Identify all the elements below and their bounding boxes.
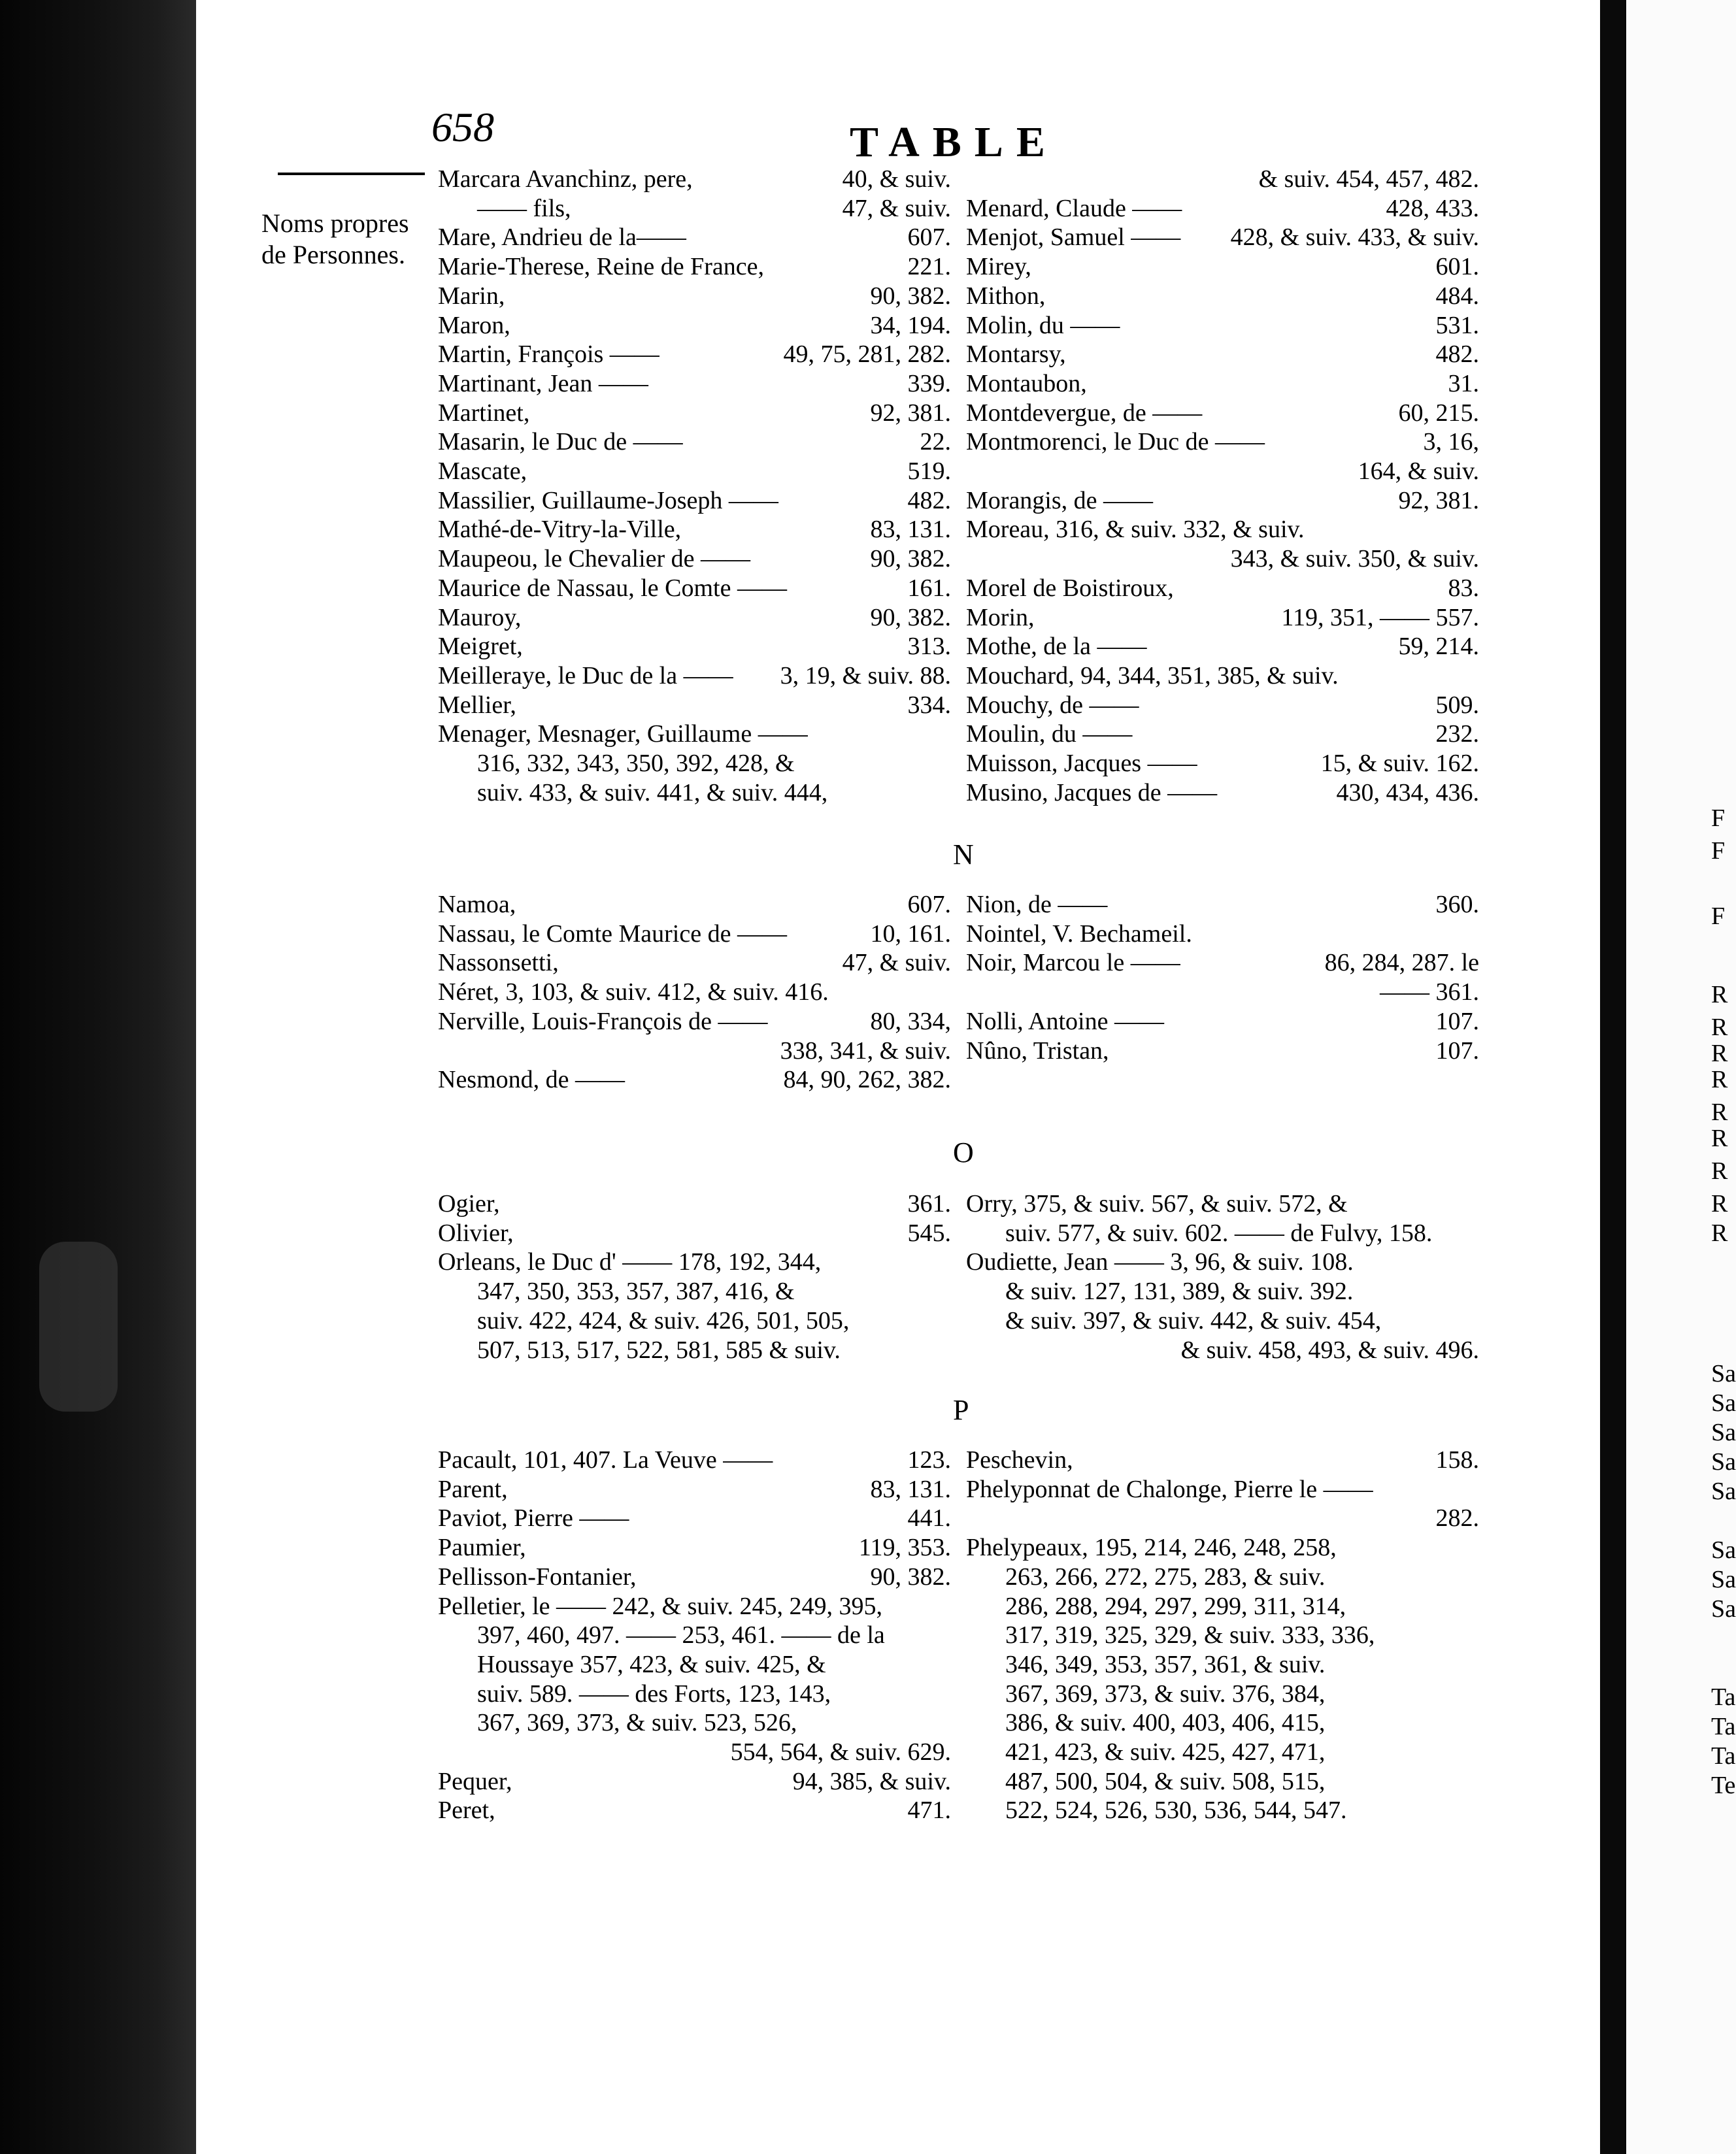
index-entry (438, 1621, 951, 1650)
index-entry (966, 1189, 1479, 1219)
entry-name: Nûno, Tristan, (966, 1036, 1109, 1065)
entry-name: Meilleraye, le Duc de la —— (438, 661, 733, 689)
index-entry (966, 252, 1479, 282)
entry-pages: 428, & suiv. 433, & suiv. (1230, 224, 1479, 252)
index-entry (438, 369, 951, 399)
entry-pages: 471. (907, 1797, 951, 1825)
page-title: TABLE (850, 118, 1058, 166)
index-column (438, 165, 951, 807)
entry-pages: 60, 215. (1398, 399, 1479, 427)
index-column (438, 1446, 951, 1825)
entry-name: Noir, Marcou le —— (966, 949, 1180, 977)
facing-page-letter: R (1711, 1066, 1728, 1093)
facing-page-letter: Ta (1711, 1742, 1736, 1770)
entry-pages: 601. (1435, 253, 1479, 281)
index-column (966, 1446, 1479, 1825)
index-entry (966, 1277, 1479, 1306)
entry-name: Nassau, le Comte Maurice de —— (438, 920, 787, 948)
entry-name: Masarin, le Duc de —— (438, 428, 683, 456)
index-entry (966, 720, 1479, 749)
facing-page-letter: R (1711, 1014, 1728, 1041)
entry-name: suiv. 422, 424, & suiv. 426, 501, 505, (477, 1306, 850, 1334)
index-entry (966, 194, 1479, 224)
entry-pages: 49, 75, 281, 282. (783, 340, 951, 369)
entry-pages: 92, 381. (1398, 486, 1479, 514)
index-entry (438, 1036, 951, 1066)
index-entry (438, 1219, 951, 1248)
entry-name: Mirey, (966, 253, 1031, 281)
index-entry (438, 340, 951, 369)
entry-name: Montarsy, (966, 340, 1066, 369)
index-entry (966, 1533, 1479, 1563)
entry-name: Ogier, (438, 1190, 500, 1218)
entry-name: Mouchy, de —— (966, 691, 1139, 719)
index-entry (438, 1248, 951, 1277)
entry-name: 507, 513, 517, 522, 581, 585 & suiv. (477, 1336, 841, 1364)
entry-pages: 482. (1435, 340, 1479, 369)
entry-pages: 221. (907, 253, 951, 281)
entry-pages: 15, & suiv. 162. (1320, 750, 1479, 778)
index-entry (438, 691, 951, 720)
entry-pages: 531. (1435, 311, 1479, 339)
index-entry (966, 1036, 1479, 1066)
facing-page-letter: Sa (1711, 1419, 1736, 1446)
facing-page-letter: R (1711, 1099, 1728, 1126)
entry-pages: 441. (907, 1504, 951, 1533)
entry-name: Nointel, V. Bechameil. (966, 920, 1192, 948)
index-entry (438, 720, 951, 749)
entry-pages: 84, 90, 262, 382. (783, 1066, 951, 1094)
entry-name: Mare, Andrieu de la—— (438, 224, 686, 252)
entry-pages: 40, & suiv. (842, 165, 951, 193)
facing-page-letter: R (1711, 1157, 1728, 1185)
entry-name: Paviot, Pierre —— (438, 1504, 629, 1533)
entry-pages: 47, & suiv. (842, 949, 951, 977)
facing-page-letter: R (1711, 1125, 1728, 1152)
index-entry (438, 1680, 951, 1709)
entry-name: Mathé-de-Vitry-la-Ville, (438, 516, 682, 544)
entry-name: Meigret, (438, 633, 523, 661)
index-entry (966, 1007, 1479, 1036)
entry-pages: 90, 382. (870, 545, 951, 573)
gutter-stain (39, 1242, 118, 1412)
entry-name: 522, 524, 526, 530, 536, 544, 547. (1005, 1797, 1347, 1825)
index-entry (438, 1563, 951, 1592)
entry-name: Phelyponnat de Chalonge, Pierre le —— (966, 1475, 1373, 1503)
facing-page-letter: R (1711, 1040, 1728, 1067)
entry-name: Morel de Boistiroux, (966, 574, 1174, 602)
entry-name: Marin, (438, 282, 505, 310)
entry-pages: 34, 194. (870, 311, 951, 339)
index-entry (966, 1248, 1479, 1277)
entry-name: Pequer, (438, 1767, 512, 1795)
index-entry (438, 920, 951, 949)
index-entry (966, 1621, 1479, 1650)
entry-name: Pellisson-Fontanier, (438, 1563, 637, 1591)
section-letter: N (953, 838, 974, 870)
entry-name: Peret, (438, 1797, 495, 1825)
entry-name: 421, 423, & suiv. 425, 427, 471, (1005, 1738, 1326, 1766)
entry-name: Menard, Claude —— (966, 194, 1182, 222)
index-entry (438, 311, 951, 340)
index-entry (966, 691, 1479, 720)
index-entry (966, 282, 1479, 311)
facing-page-letter: R (1711, 1190, 1728, 1218)
entry-pages: 80, 334, (870, 1007, 951, 1035)
book-gutter-left (0, 0, 196, 2154)
entry-name: suiv. 589. —— des Forts, 123, 143, (477, 1680, 831, 1708)
index-entry (438, 1592, 951, 1621)
entry-pages: 22. (920, 428, 951, 456)
entry-name: Nassonsetti, (438, 949, 559, 977)
index-column (966, 165, 1479, 807)
index-entry (438, 1277, 951, 1306)
entry-name: Maupeou, le Chevalier de —— (438, 545, 751, 573)
entry-name: suiv. 577, & suiv. 602. —— de Fulvy, 158. (1005, 1219, 1433, 1247)
entry-pages: 123. (907, 1446, 951, 1474)
index-column (966, 1189, 1479, 1365)
entry-pages: & suiv. 454, 457, 482. (1258, 165, 1479, 193)
index-column (438, 1189, 951, 1365)
facing-page-letter: Sa (1711, 1566, 1736, 1593)
entry-pages: 484. (1435, 282, 1479, 310)
index-entry (966, 515, 1479, 544)
entry-name: Phelypeaux, 195, 214, 246, 248, 258, (966, 1534, 1337, 1562)
entry-pages: 482. (907, 486, 951, 514)
index-entry (438, 544, 951, 574)
entry-pages: 339. (907, 369, 951, 397)
entry-pages: 338, 341, & suiv. (780, 1036, 951, 1065)
facing-page-letter: Ta (1711, 1713, 1736, 1740)
index-entry (966, 1680, 1479, 1709)
entry-name: 263, 266, 272, 275, 283, & suiv. (1005, 1563, 1326, 1591)
index-entry (438, 1065, 951, 1095)
entry-pages: 92, 381. (870, 399, 951, 427)
entry-name: Moreau, 316, & suiv. 332, & suiv. (966, 516, 1305, 544)
index-entry (438, 948, 951, 978)
index-entry (438, 1007, 951, 1036)
margin-note-line: de Personnes. (261, 240, 405, 269)
facing-page-letter: R (1711, 1219, 1728, 1247)
entry-name: 386, & suiv. 400, 403, 406, 415, (1005, 1709, 1326, 1737)
facing-page-letter: F (1711, 837, 1726, 865)
entry-pages: 554, 564, & suiv. 629. (730, 1738, 951, 1766)
entry-name: Paumier, (438, 1534, 526, 1562)
facing-page-letter: F (1711, 903, 1726, 930)
index-entry (438, 978, 951, 1007)
index-entry (966, 1306, 1479, 1336)
book-gutter-right (1600, 0, 1625, 2154)
facing-page-strip (1625, 0, 1736, 2154)
entry-pages: 428, 433. (1386, 194, 1479, 222)
index-entry (966, 1738, 1479, 1767)
index-entry (438, 1796, 951, 1825)
entry-pages: 430, 434, 436. (1336, 778, 1479, 806)
index-entry (438, 603, 951, 633)
entry-name: Orleans, le Duc d' —— 178, 192, 344, (438, 1248, 822, 1276)
index-entry (966, 632, 1479, 661)
entry-name: Montmorenci, le Duc de —— (966, 428, 1265, 456)
index-column (966, 890, 1479, 1065)
entry-pages: 94, 385, & suiv. (792, 1767, 951, 1795)
index-entry (966, 661, 1479, 691)
index-entry (966, 1592, 1479, 1621)
index-entry (966, 1219, 1479, 1248)
index-entry (966, 399, 1479, 428)
section-letter: P (953, 1394, 969, 1426)
index-entry (438, 1504, 951, 1533)
entry-pages: 47, & suiv. (842, 194, 951, 222)
facing-page-letter: Sa (1711, 1360, 1736, 1387)
entry-pages: 83. (1448, 574, 1479, 602)
entry-pages: 334. (907, 691, 951, 719)
entry-name: Houssaye 357, 423, & suiv. 425, & (477, 1650, 826, 1678)
index-entry (438, 515, 951, 544)
index-entry (966, 1446, 1479, 1475)
entry-pages: 83, 131. (870, 516, 951, 544)
index-entry (966, 1650, 1479, 1680)
index-entry (438, 778, 951, 808)
entry-name: Mellier, (438, 691, 516, 719)
entry-name: Menjot, Samuel —— (966, 224, 1181, 252)
entry-name: Martin, François —— (438, 340, 659, 369)
index-entry (966, 574, 1479, 603)
entry-pages: 90, 382. (870, 282, 951, 310)
entry-pages: 119, 351, —— 557. (1281, 603, 1479, 631)
index-entry (438, 1767, 951, 1797)
entry-name: 346, 349, 353, 357, 361, & suiv. (1005, 1650, 1326, 1678)
index-entry (438, 890, 951, 920)
entry-name: 316, 332, 343, 350, 392, 428, & (477, 750, 795, 778)
entry-pages: 164, & suiv. (1358, 457, 1479, 486)
entry-name: Moulin, du —— (966, 720, 1133, 748)
section-letter: O (953, 1136, 974, 1168)
entry-pages: 90, 382. (870, 1563, 951, 1591)
index-entry (966, 486, 1479, 516)
entry-name: & suiv. 127, 131, 389, & suiv. 392. (1005, 1278, 1354, 1306)
index-entry (966, 1563, 1479, 1592)
index-entry (438, 223, 951, 252)
index-entry (966, 223, 1479, 252)
entry-name: Nesmond, de —— (438, 1066, 626, 1094)
entry-pages: 519. (907, 457, 951, 486)
entry-pages: 107. (1435, 1007, 1479, 1035)
index-entry (966, 1708, 1479, 1738)
entry-name: suiv. 433, & suiv. 441, & suiv. 444, (477, 778, 828, 806)
entry-name: Néret, 3, 103, & suiv. 412, & suiv. 416. (438, 978, 829, 1006)
index-entry (438, 427, 951, 457)
index-entry (438, 1533, 951, 1563)
facing-page-letter: Sa (1711, 1595, 1736, 1623)
index-entry (438, 282, 951, 311)
entry-name: Orry, 375, & suiv. 567, & suiv. 572, & (966, 1190, 1348, 1218)
entry-name: 347, 350, 353, 357, 387, 416, & (477, 1278, 795, 1306)
entry-pages: 119, 353. (858, 1534, 951, 1562)
entry-pages: 86, 284, 287. le (1324, 949, 1479, 977)
index-entry (966, 920, 1479, 949)
index-entry (966, 369, 1479, 399)
index-entry (966, 1336, 1479, 1365)
index-entry (966, 427, 1479, 457)
entry-name: Maurice de Nassau, le Comte —— (438, 574, 787, 602)
entry-name: —— fils, (477, 194, 571, 222)
entry-name: 286, 288, 294, 297, 299, 311, 314, (1005, 1592, 1346, 1620)
facing-page-letter: F (1711, 804, 1726, 832)
entry-name: Mouchard, 94, 344, 351, 385, & suiv. (966, 661, 1339, 689)
entry-name: 317, 319, 325, 329, & suiv. 333, 336, (1005, 1621, 1375, 1649)
entry-name: Parent, (438, 1475, 508, 1503)
entry-name: Marie-Therese, Reine de France, (438, 253, 765, 281)
entry-name: Morin, (966, 603, 1035, 631)
entry-pages: 161. (907, 574, 951, 602)
facing-page-letter: Ta (1711, 1683, 1736, 1711)
entry-name: Nerville, Louis-François de —— (438, 1007, 768, 1035)
header-rule (278, 173, 425, 175)
index-entry (438, 194, 951, 224)
index-entry (966, 749, 1479, 778)
entry-name: Mauroy, (438, 603, 522, 631)
entry-pages: 282. (1435, 1504, 1479, 1533)
index-entry (966, 948, 1479, 978)
index-column (438, 890, 951, 1095)
entry-name: Mothe, de la —— (966, 633, 1147, 661)
entry-name: Marcara Avanchinz, pere, (438, 165, 693, 193)
index-entry (438, 486, 951, 516)
entry-pages: 158. (1435, 1446, 1479, 1474)
index-entry (438, 1306, 951, 1336)
entry-pages: 90, 382. (870, 603, 951, 631)
entry-pages: 343, & suiv. 350, & suiv. (1230, 545, 1479, 573)
entry-name: Pacault, 101, 407. La Veuve —— (438, 1446, 773, 1474)
index-entry (966, 1504, 1479, 1533)
entry-name: 397, 460, 497. —— 253, 461. —— de la (477, 1621, 885, 1649)
entry-name: Maron, (438, 311, 510, 339)
index-entry (966, 457, 1479, 486)
entry-name: Musino, Jacques de —— (966, 778, 1218, 806)
index-entry (966, 165, 1479, 194)
index-entry (966, 778, 1479, 808)
index-entry (438, 1738, 951, 1767)
entry-pages: 360. (1435, 891, 1479, 918)
entry-name: Namoa, (438, 891, 516, 918)
entry-pages: 10, 161. (870, 920, 951, 948)
facing-page-letter: Sa (1711, 1389, 1736, 1417)
entry-name: 367, 369, 373, & suiv. 523, 526, (477, 1709, 797, 1737)
index-entry (438, 1650, 951, 1680)
entry-name: Menager, Mesnager, Guillaume —— (438, 720, 808, 748)
facing-page-letter: Sa (1711, 1536, 1736, 1564)
entry-name: Nolli, Antoine —— (966, 1007, 1164, 1035)
index-entry (438, 574, 951, 603)
margin-note (261, 208, 438, 271)
entry-name: Montaubon, (966, 369, 1087, 397)
entry-pages: 232. (1435, 720, 1479, 748)
index-entry (438, 661, 951, 691)
entry-pages: 107. (1435, 1036, 1479, 1065)
index-entry (966, 603, 1479, 633)
entry-pages: 313. (907, 633, 951, 661)
entry-pages: 545. (907, 1219, 951, 1247)
entry-pages: & suiv. 458, 493, & suiv. 496. (1180, 1336, 1479, 1364)
entry-name: Pelletier, le —— 242, & suiv. 245, 249, 395, (438, 1592, 882, 1620)
index-entry (438, 1189, 951, 1219)
index-entry (438, 165, 951, 194)
facing-page-letter: Sa (1711, 1478, 1736, 1505)
entry-name: Mithon, (966, 282, 1046, 310)
entry-pages: 607. (907, 891, 951, 918)
entry-pages: 361. (907, 1190, 951, 1218)
index-entry (966, 544, 1479, 574)
entry-name: Montdevergue, de —— (966, 399, 1203, 427)
index-entry (966, 978, 1479, 1007)
index-entry (438, 632, 951, 661)
index-entry (438, 252, 951, 282)
entry-pages: 59, 214. (1398, 633, 1479, 661)
entry-pages: 509. (1435, 691, 1479, 719)
margin-note-line: Noms propres (261, 208, 409, 238)
facing-page-letter: R (1711, 981, 1728, 1008)
entry-name: & suiv. 397, & suiv. 442, & suiv. 454, (1005, 1306, 1382, 1334)
entry-name: Martinet, (438, 399, 530, 427)
index-entry (438, 399, 951, 428)
entry-name: Massilier, Guillaume-Joseph —— (438, 486, 778, 514)
entry-pages: 83, 131. (870, 1475, 951, 1503)
index-entry (438, 1446, 951, 1475)
entry-name: 367, 369, 373, & suiv. 376, 384, (1005, 1680, 1326, 1708)
entry-pages: 607. (907, 224, 951, 252)
index-entry (966, 340, 1479, 369)
entry-name: Peschevin, (966, 1446, 1073, 1474)
entry-pages: 31. (1448, 369, 1479, 397)
index-entry (438, 1708, 951, 1738)
index-entry (438, 457, 951, 486)
entry-name: Oudiette, Jean —— 3, 96, & suiv. 108. (966, 1248, 1354, 1276)
entry-name: 487, 500, 504, & suiv. 508, 515, (1005, 1767, 1326, 1795)
index-entry (966, 311, 1479, 340)
index-entry (966, 1475, 1479, 1504)
entry-pages: 3, 19, & suiv. 88. (780, 661, 951, 689)
facing-page-letter: Sa (1711, 1448, 1736, 1476)
index-entry (966, 890, 1479, 920)
entry-pages: —— 361. (1380, 978, 1479, 1006)
index-entry (966, 1767, 1479, 1797)
entry-name: Morangis, de —— (966, 486, 1154, 514)
entry-name: Martinant, Jean —— (438, 369, 648, 397)
entry-name: Mascate, (438, 457, 527, 486)
entry-name: Muisson, Jacques —— (966, 750, 1197, 778)
index-entry (438, 1336, 951, 1365)
entry-name: Molin, du —— (966, 311, 1120, 339)
entry-name: Olivier, (438, 1219, 514, 1247)
facing-page-letter: Te (1711, 1772, 1736, 1799)
index-entry (438, 749, 951, 778)
entry-pages: 3, 16, (1423, 428, 1479, 456)
entry-name: Nion, de —— (966, 891, 1108, 918)
index-entry (438, 1475, 951, 1504)
index-entry (966, 1796, 1479, 1825)
page-number: 658 (431, 104, 494, 150)
